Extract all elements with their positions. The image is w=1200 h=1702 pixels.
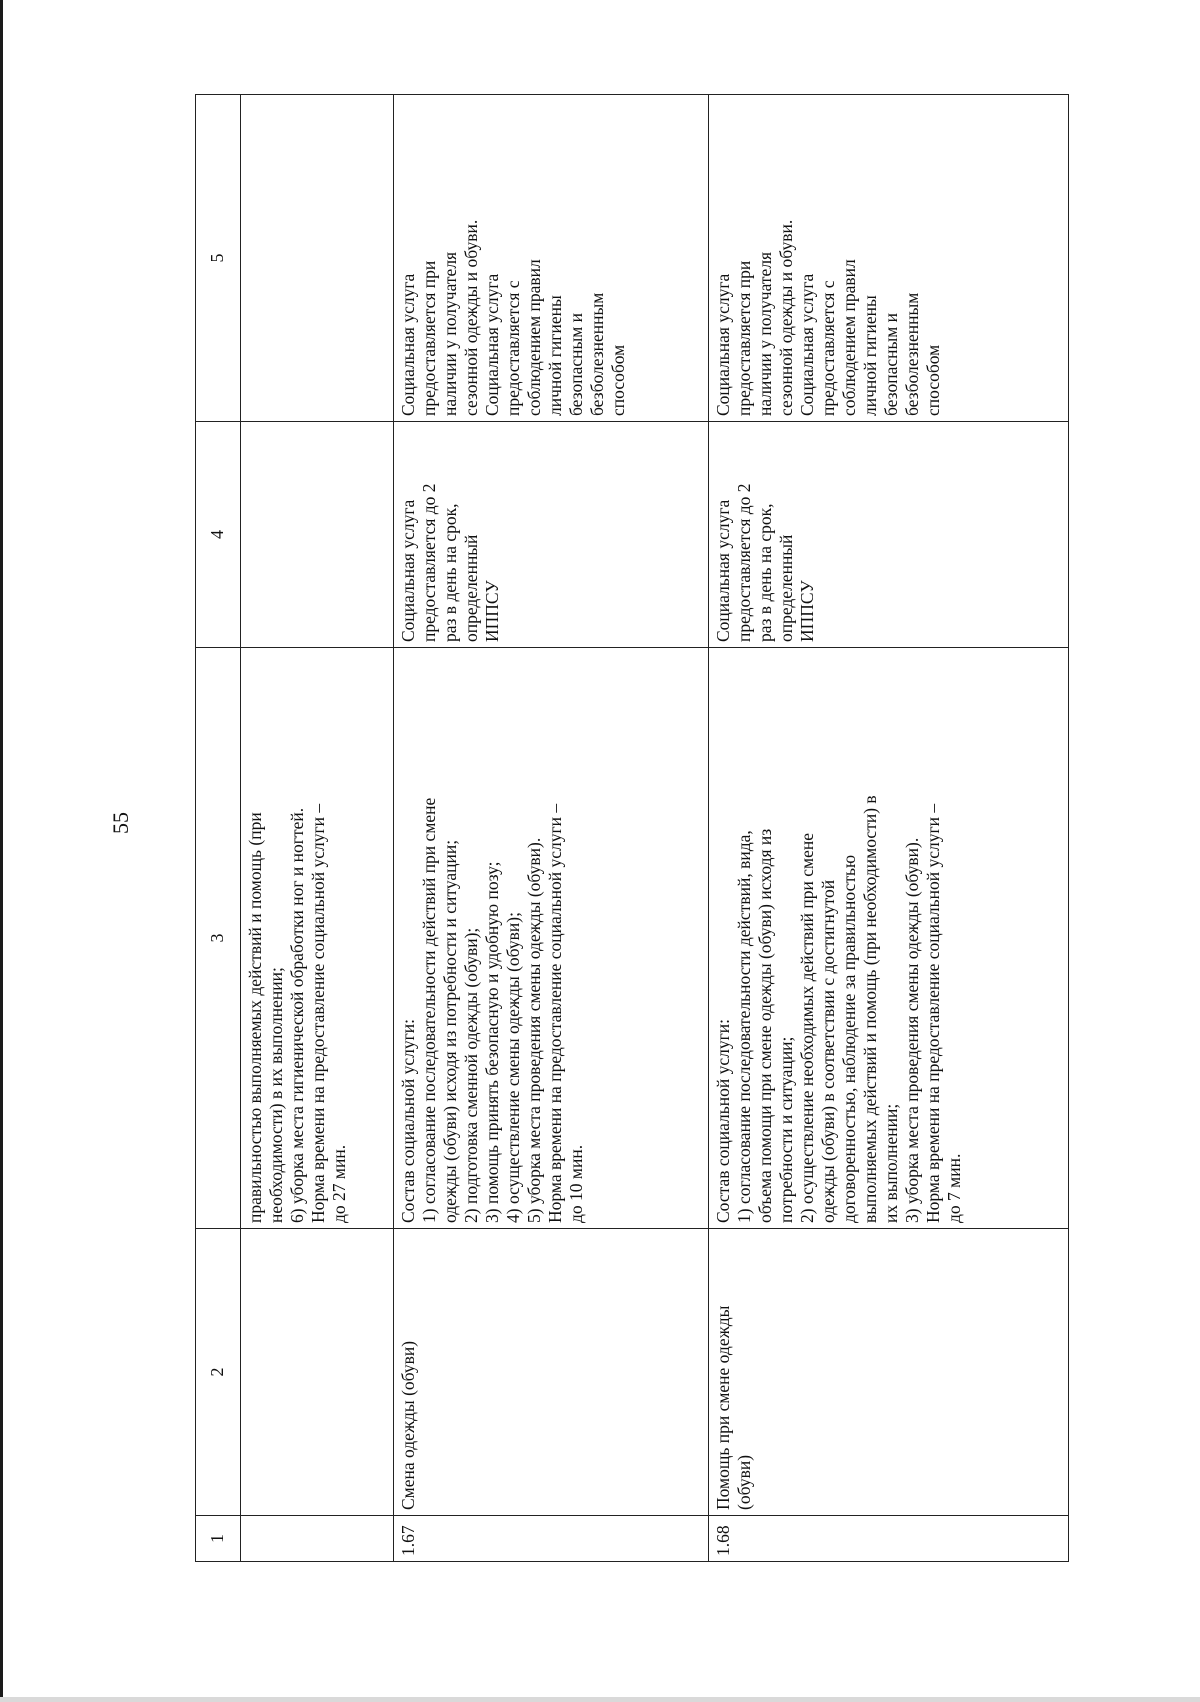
text-line: Социальная услуга <box>713 273 733 416</box>
text-line: ИППСУ <box>482 580 502 642</box>
text-line: раз в день на срок, <box>755 503 775 642</box>
text-line: их выполнении; <box>881 1103 901 1223</box>
text-line: сезонной одежды и обуви. <box>776 219 796 416</box>
cell-frequency <box>709 422 1069 648</box>
text-line: личной гигиены <box>545 295 565 416</box>
services-table <box>195 94 1069 1562</box>
text-line: сезонной одежды и обуви. <box>461 219 481 416</box>
cell-composition <box>241 648 394 1229</box>
column-number-row <box>196 95 241 1562</box>
text-line: способом <box>608 344 628 416</box>
text-line: соблюдением правил <box>524 259 544 416</box>
text-line: безболезненным <box>902 292 922 416</box>
text-line: предоставляется при <box>734 260 754 416</box>
cell-service-name <box>241 1229 394 1516</box>
text-line: способом <box>923 344 943 416</box>
cell-conditions <box>709 95 1069 422</box>
text-line: Социальная услуга <box>797 273 817 416</box>
text-line: наличии у получателя <box>755 251 775 416</box>
page-number: 55 <box>108 812 133 834</box>
text-line: Состав социальной услуги: <box>713 1018 733 1223</box>
text-line: до 10 мин. <box>566 1144 586 1223</box>
text-line: ИППСУ <box>797 580 817 642</box>
text-line: безболезненным <box>587 292 607 416</box>
text-line: необходимости) в их выполнении; <box>266 967 286 1223</box>
scan-edge-bottom <box>0 1697 1200 1702</box>
text-line: правильностью выполняемых действий и помощь (при <box>245 812 265 1223</box>
scan-edge-left <box>0 0 3 1702</box>
text-line: Состав социальной услуги: <box>398 1018 418 1223</box>
cell-service-name <box>709 1229 1069 1516</box>
table-row-1-67 <box>394 95 709 1562</box>
text-line: Помощь при смене одежды <box>713 1305 733 1510</box>
text-line: предоставляется до 2 <box>419 483 439 642</box>
text-line: 2) подготовка сменной одежды (обуви); <box>461 927 481 1223</box>
cell-number: 1.68 <box>709 1516 1069 1562</box>
text-line: определенный <box>461 534 481 642</box>
text-line: предоставляется с <box>503 280 523 416</box>
text-line: соблюдением правил <box>839 259 859 416</box>
text-line: определенный <box>776 534 796 642</box>
rotated-table-frame <box>195 95 1047 1562</box>
text-line: 6) уборка места гигиенической обработки ног и ногтей. <box>287 807 307 1223</box>
column-number-2: 2 <box>196 1229 241 1516</box>
text-line: до 7 мин. <box>944 1153 964 1223</box>
column-number-4: 4 <box>196 422 241 648</box>
text-line: 3) уборка места проведения смены одежды (обуви). <box>902 837 922 1223</box>
table-row-continuation <box>241 95 394 1562</box>
cell-frequency <box>394 422 709 648</box>
cell-composition <box>709 648 1069 1229</box>
text-line: (обуви) <box>734 1454 754 1510</box>
text-line: наличии у получателя <box>440 251 460 416</box>
text-line: одежды (обуви) исходя из потребности и ситуации; <box>440 839 460 1223</box>
text-line: потребности и ситуации; <box>776 1036 796 1223</box>
text-line: Норма времени на предоставление социальной услуги – <box>923 803 943 1223</box>
cell-number <box>241 1516 394 1562</box>
text-line: Норма времени на предоставление социальной услуги – <box>545 803 565 1223</box>
column-number-5: 5 <box>196 95 241 422</box>
text-line: 1) согласование последовательности действий, вида, <box>734 830 754 1223</box>
text-line: предоставляется при <box>419 260 439 416</box>
text-line: безопасным и <box>881 312 901 416</box>
cell-number: 1.67 <box>394 1516 709 1562</box>
table-row-1-68 <box>709 95 1069 1562</box>
text-line: предоставляется до 2 <box>734 483 754 642</box>
text-line: 4) осуществление смены одежды (обуви); <box>503 912 523 1223</box>
text-line: одежды (обуви) в соответствии с достигнутой <box>818 879 838 1223</box>
text-line: 2) осуществление необходимых действий при смене <box>797 832 817 1223</box>
cell-composition <box>394 648 709 1229</box>
cell-service-name: Смена одежды (обуви) <box>394 1229 709 1516</box>
text-line: Социальная услуга <box>398 273 418 416</box>
text-line: личной гигиены <box>860 295 880 416</box>
text-line: 3) помощь принять безопасную и удобную позу; <box>482 861 502 1223</box>
text-line: до 27 мин. <box>329 1144 349 1223</box>
text-line: Социальная услуга <box>713 499 733 642</box>
text-line: безопасным и <box>566 312 586 416</box>
column-number-1: 1 <box>196 1516 241 1562</box>
text-line: объема помощи при смене одежды (обуви) исходя из <box>755 828 775 1223</box>
text-line: раз в день на срок, <box>440 503 460 642</box>
text-line: Норма времени на предоставление социальной услуги – <box>308 803 328 1223</box>
text-line: Социальная услуга <box>482 273 502 416</box>
text-line: договоренностью, наблюдение за правильностью <box>839 854 859 1223</box>
column-number-3: 3 <box>196 648 241 1229</box>
text-line: 5) уборка места проведения смены одежды (обуви). <box>524 837 544 1223</box>
cell-conditions <box>241 95 394 422</box>
text-line: 1) согласование последовательности действий при смене <box>419 797 439 1223</box>
text-line: выполняемых действий и помощь (при необходимости) в <box>860 795 880 1223</box>
cell-frequency <box>241 422 394 648</box>
cell-conditions <box>394 95 709 422</box>
text-line: Социальная услуга <box>398 499 418 642</box>
text-line: предоставляется с <box>818 280 838 416</box>
